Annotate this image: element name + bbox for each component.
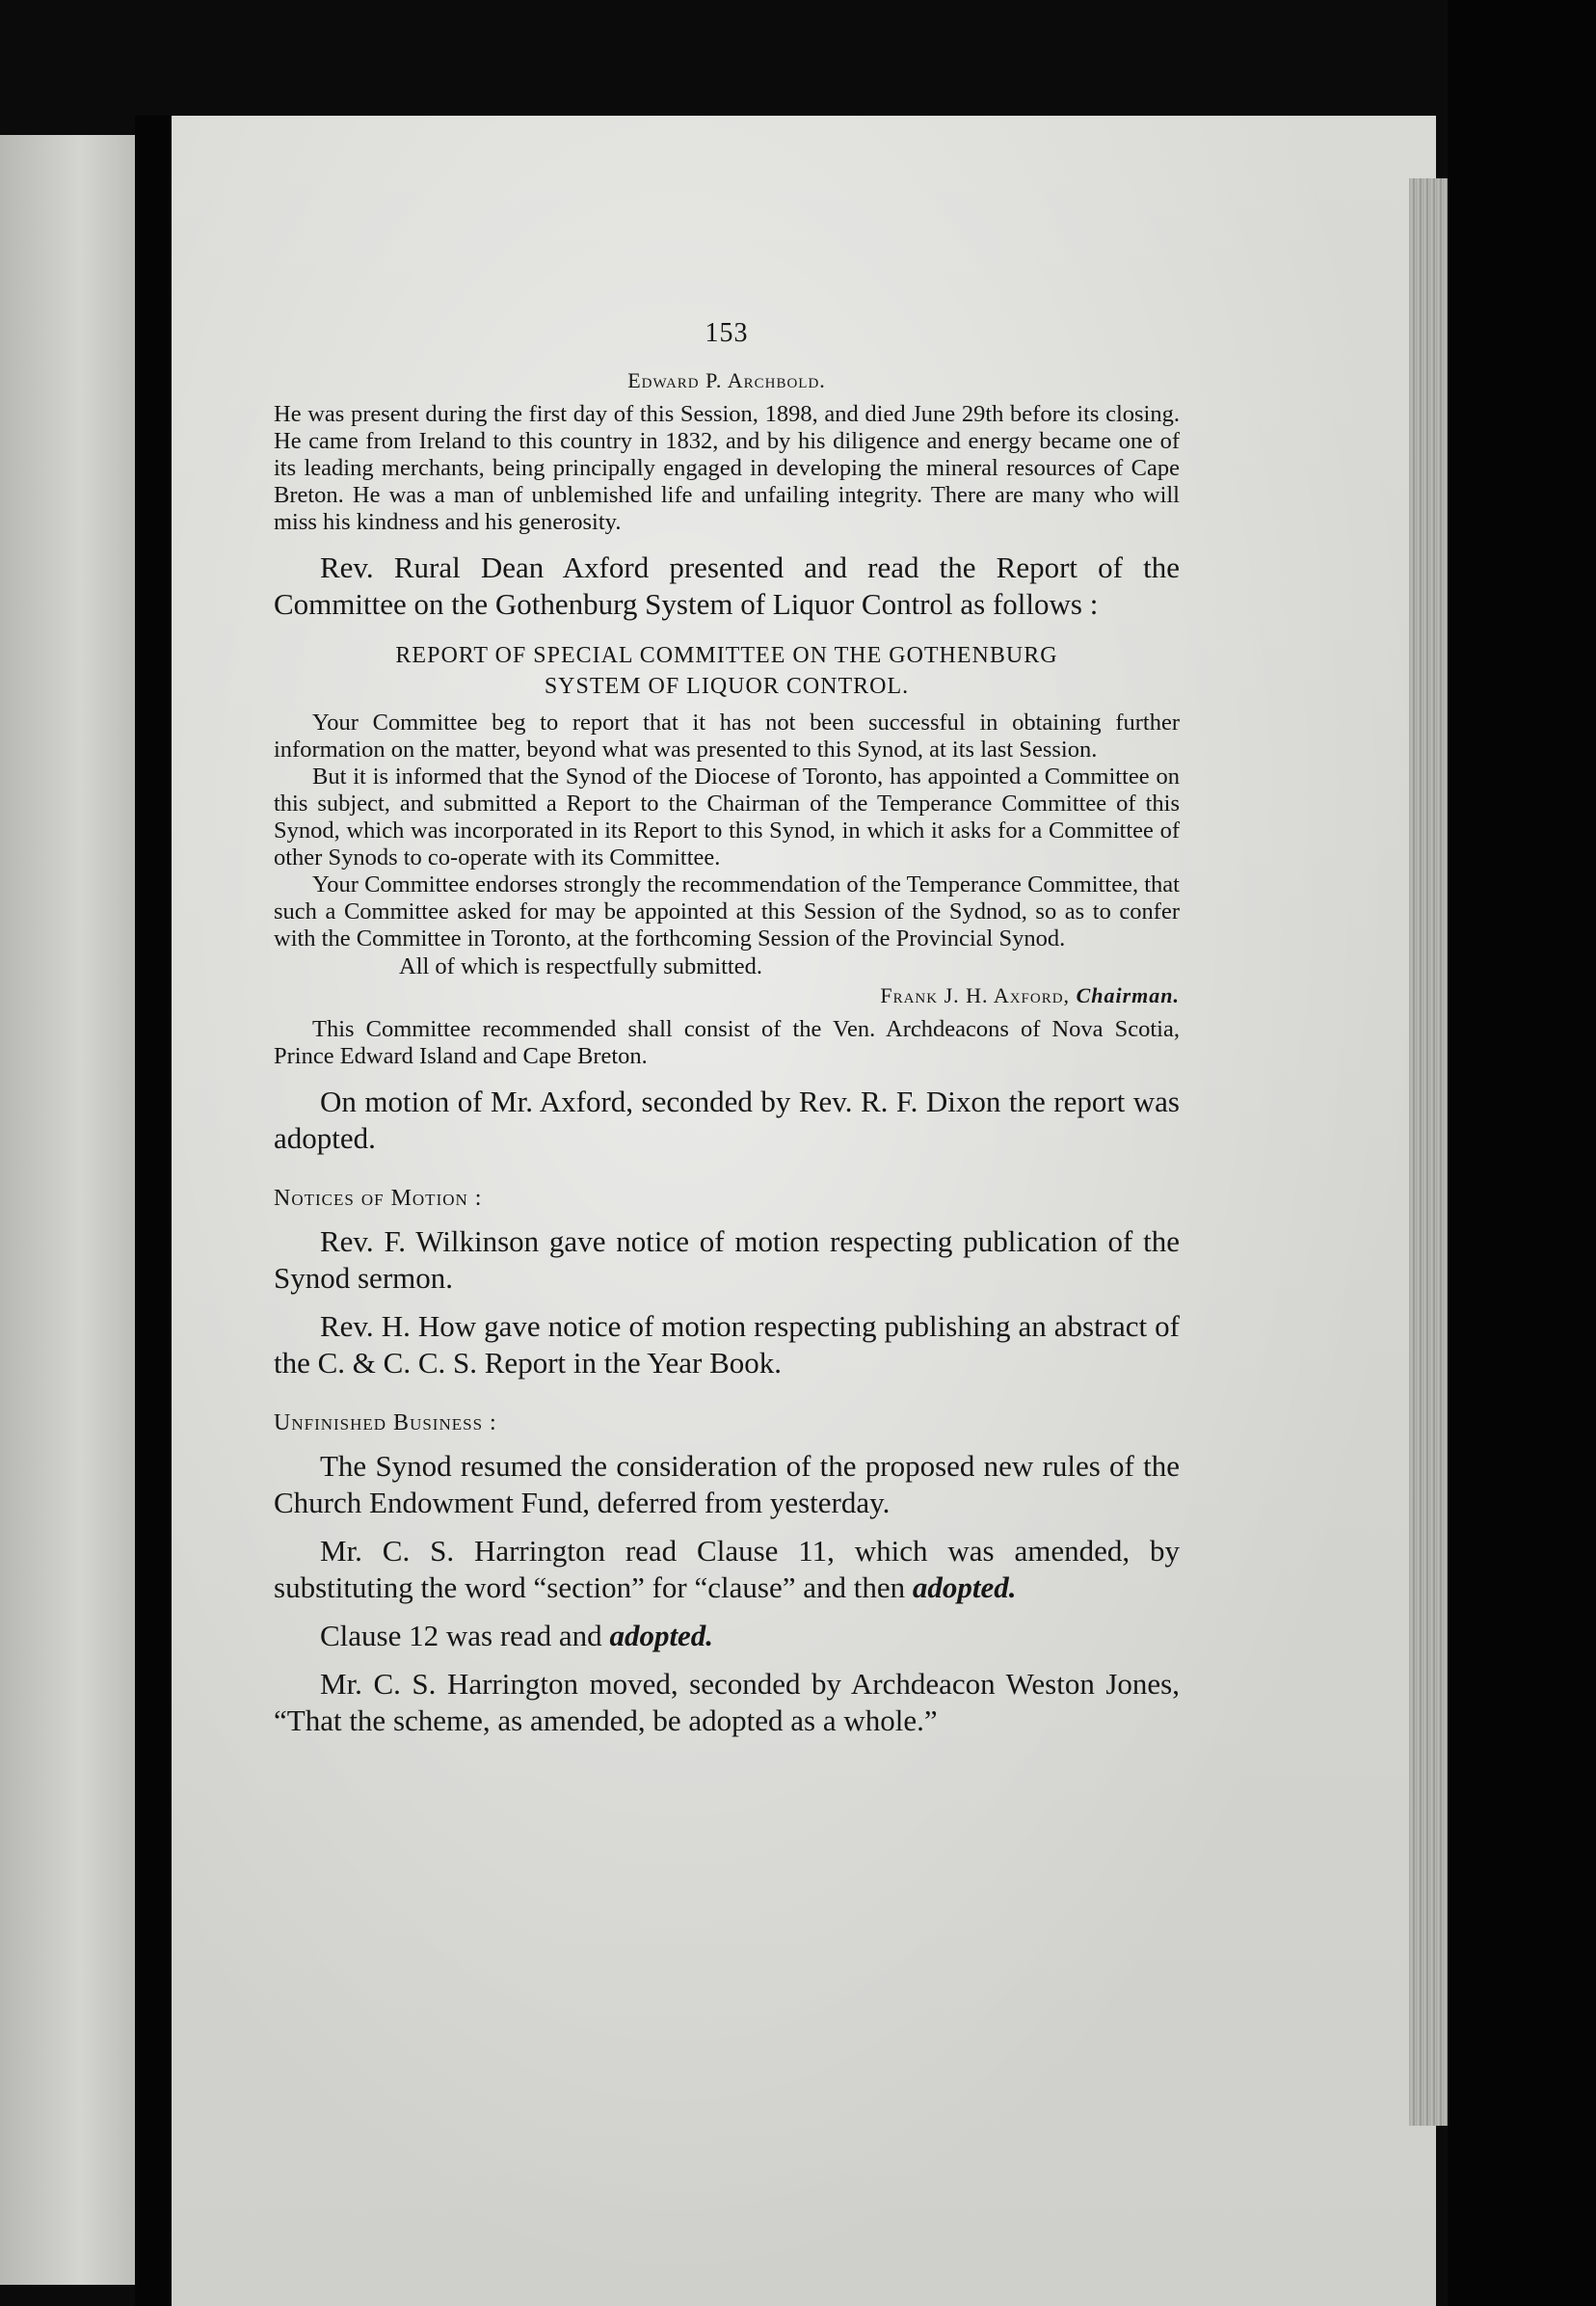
page-stack-edge — [1409, 178, 1448, 2126]
clause-11-adopted: adopted. — [912, 1570, 1017, 1604]
unfinished-paragraph-3 — [274, 1618, 1180, 1654]
report-signature — [274, 983, 1180, 1008]
unfinished-paragraph-2 — [274, 1533, 1180, 1606]
clause-12-adopted: adopted. — [609, 1619, 714, 1652]
obituary-body: He was present during the first day of this Session, 1898, and died June 29th before its closing. He came from Ireland to this country in 1832, and by his diligence and energy became one of its leading merchants, being principally engaged in developing the mineral resources of Cape Breton. He was a man of unblemished life and unfailing integrity. There are many who will miss his kindness and his generosity. — [274, 401, 1180, 535]
clause-11-text: Mr. C. S. Harrington read Clause 11, which was amended, by substituting the word “section” for “clause” and then — [274, 1534, 1180, 1604]
unfinished-paragraph-1: The Synod resumed the consideration of the proposed new rules of the Church Endowment Fund, deferred from yesterday. — [274, 1449, 1180, 1519]
clause-12-text: Clause 12 was read and — [320, 1619, 602, 1652]
notices-heading: Notices of Motion : — [274, 1186, 483, 1211]
report-signoff: All of which is respectfully submitted. — [399, 953, 762, 979]
report-title-line-1: REPORT OF SPECIAL COMMITTEE ON THE GOTHENBURG — [395, 643, 1058, 668]
motion-adopted: On motion of Mr. Axford, seconded by Rev. R. F. Dixon the report was adopted. — [274, 1085, 1180, 1155]
report-title — [274, 640, 1180, 702]
notice-item-2: Rev. H. How gave notice of motion respecting publishing an abstract of the C. & C. C. S. Report in the Year Book. — [274, 1309, 1180, 1380]
signer-name: Frank J. H. Axford, — [880, 983, 1071, 1007]
facing-page-edge — [0, 135, 135, 2285]
page-text — [274, 318, 1180, 1739]
notice-item-1: Rev. F. Wilkinson gave notice of motion respecting publication of the Synod sermon. — [274, 1224, 1180, 1295]
report-paragraph-3: Your Committee endorses strongly the recommendation of the Temperance Committee, that such a Committee asked for may be appointed at this Session of the Sydnod, so as to confer with the Committee in Toronto, at the forthcoming Session of the Provincial Synod. — [274, 871, 1180, 952]
report-title-line-2: SYSTEM OF LIQUOR CONTROL. — [544, 674, 910, 699]
book-gutter — [135, 116, 173, 2306]
report-paragraph-1: Your Committee beg to report that it has not been successful in obtaining further information on the matter, beyond what was presented to this Synod, at its last Session. — [274, 710, 1180, 763]
committee-note: This Committee recommended shall consist of the Ven. Archdeacons of Nova Scotia, Prince Edward Island and Cape Breton. — [274, 1016, 1180, 1069]
unfinished-heading: Unfinished Business : — [274, 1410, 497, 1435]
unfinished-paragraph-4: Mr. C. S. Harrington moved, seconded by Archdeacon Weston Jones, “That the scheme, as amended, be adopted as a whole.” — [274, 1667, 1180, 1737]
signer-role: Chairman. — [1076, 983, 1180, 1007]
report-paragraph-2: But it is informed that the Synod of the Diocese of Toronto, has appointed a Committee on this subject, and submitted a Report to the Chairman of the Temperance Committee of this Synod, which was incorporated in its Report to this Synod, in which it asks for a Committee of other Synods to co-operate with its Committee. — [274, 764, 1180, 871]
page-number: 153 — [705, 318, 749, 348]
obituary-heading: Edward P. Archbold. — [627, 368, 826, 392]
scan-background — [1448, 0, 1596, 2306]
report-intro: Rev. Rural Dean Axford presented and read the Report of the Committee on the Gothenburg System of Liquor Control as follows : — [274, 550, 1180, 621]
